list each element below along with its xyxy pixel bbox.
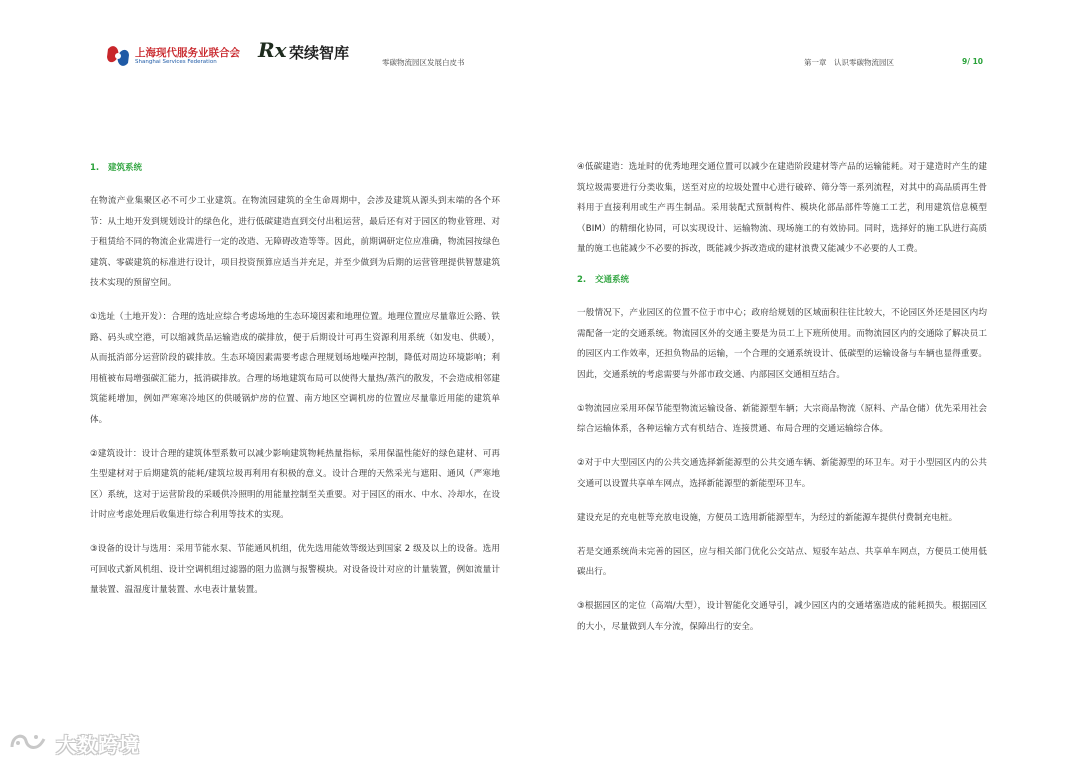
brand-mark-text: Rx [258,38,287,62]
body-paragraph: 在物流产业集聚区必不可少工业建筑。在物流园建筑的全生命周期中，会涉及建筑从源头到末端的各个环节：从土地开发到规划设计的绿色化，进行低碳建造直到交付出租运营，最后还有对于园区的物业管理、对于租赁给不同的物流企业需进行一定的改造、无障碍改造等等。因此，前期调研定位应准确，物流园按绿色建筑、零碳建筑的标准进行设计，项目投资预算应适当并充足，并至少做到为后期的运营管理提供智慧建筑技术实现的预留空间。 [90,196,500,288]
body-paragraph: 一般情况下，产业园区的位置不位于市中心；政府给规划的区域面积往往比较大，不论园区外还是园区内均需配备一定的交通系统。物流园区外的交通主要是为员工上下班所使用。而物流园区内的交通除了解决员工的园区内工作效率，还担负物品的运输，一个合理的交通系统设计、低碳型的运输设备与车辆也显得重要。因此，交通系统的考虑需要与外部市政交通、内部园区交通相互结合。 [577,308,987,380]
body-paragraph: ①选址（土地开发）：合理的选址应综合考虑场地的生态环境因素和地理位置。地理位置应尽量靠近公路、铁路、码头或空港，可以缩减货品运输造成的碳排放，便于后期设计可再生资源利用系统（如发电、供暖），从而抵消部分运营阶段的碳排放。生态环境因素需要考虑合理规划场地噪声控制，降低对周边环境影响；利用植被布局增强碳汇能力，抵消碳排放。合理的场地建筑布局可以使得大量热/蒸汽的散发，不会造成相邻建筑能耗增加，例如严寒寒冷地区的供暖锅炉房的位置、南方地区空调机房的位置应尽量靠近用能的建筑单体。 [90,312,500,425]
section-heading-building [90,161,500,173]
body-paragraph: ②对于中大型园区内的公共交通选择新能源型的公共交通车辆、新能源型的环卫车。对于小型园区内的公共交通可以设置共享单车网点，选择新能源型的新能型环卫车。 [577,458,987,489]
section-number: 1. [90,163,100,173]
section-number: 2. [577,275,587,285]
section-title: 建筑系统 [108,163,143,173]
body-paragraph: 建设充足的充电桩等充放电设施，方便员工选用新能源型车，为经过的新能源车提供付费制充电桩。 [577,512,958,523]
federation-emblem-icon [104,43,132,69]
watermark-logo-icon [8,729,50,755]
federation-logo [104,41,254,73]
body-paragraph: ②建筑设计：设计合理的建筑体型系数可以减少影响建筑物耗热量指标，采用保温性能好的绿色建材、可再生型建材对于后期建筑的能耗/建筑垃圾再利用有积极的意义。设计合理的天然采光与遮阳、通风（严寒地区）系统，这对于运营阶段的采暖供冷照明的用能量控制至关重要。对于园区的雨水、中水、冷却水，在设计时应考虑处理后收集进行综合利用等技术的实现。 [90,448,500,520]
section-heading-transport [577,273,987,285]
org-name-en: Shanghai Services Federation [135,59,217,65]
body-paragraph: ③设备的设计与选用：采用节能水泵、节能通风机组，优先选用能效等级达到国家 2 级及以上的设备。选用可回收式新风机组、设计空调机组过滤器的阻力监测与报警模块。对设备设计对应的计量装置，例如流量计量装置、温湿度计量装置、水电表计量装置。 [90,544,500,595]
body-paragraph: 若是交通系统尚未完善的园区，应与相关部门优化公交站点、短驳车站点、共享单车网点，方便员工使用低碳出行。 [577,546,987,577]
watermark-text: 大数跨境 [56,733,140,757]
chapter-title: 第一章 认识零碳物流园区 [804,58,894,67]
document-title: 零碳物流园区发展白皮书 [382,58,465,67]
brand-mark [258,38,287,62]
page-number: 9/ 10 [962,57,984,66]
body-paragraph: ④低碳建造：选址时的优秀地理交通位置可以减少在建造阶段建材等产品的运输能耗。对于建造时产生的建筑垃圾需要进行分类收集，送至对应的垃圾处置中心进行破碎、筛分等一系列流程，对其中的高品质再生骨料用于直接利用或生产再生制品。采用装配式预制构件、模块化部品部件等施工工艺，利用建筑信息模型（BIM）的精细化协同，可以实现设计、运输物流、现场施工的有效协同。同时，选择好的施工队进行高质量的施工也能减少不必要的拆改，既能减少拆改造成的建材浪费又能减少不必要的人工费。 [577,162,987,254]
page-header [0,36,1080,76]
section-title: 交通系统 [595,275,630,285]
org-name-cn: 上海现代服务业联合会 [135,47,240,59]
brand-name: 荣续智库 [289,44,350,62]
left-column [90,155,500,614]
body-paragraph: ③根据园区的定位（高端/大型），设计智能化交通导引，减少园区内的交通堵塞造成的能耗损失。根据园区的大小，尽量做到人车分流，保障出行的安全。 [577,601,987,632]
right-column [577,155,987,651]
body-paragraph: ①物流园应采用环保节能型物流运输设备、新能源型车辆；大宗商品物流（原料、产品仓储）优先采用社会综合运输体系，各种运输方式有机结合、连接贯通、布局合理的交通运输综合体。 [577,403,987,434]
